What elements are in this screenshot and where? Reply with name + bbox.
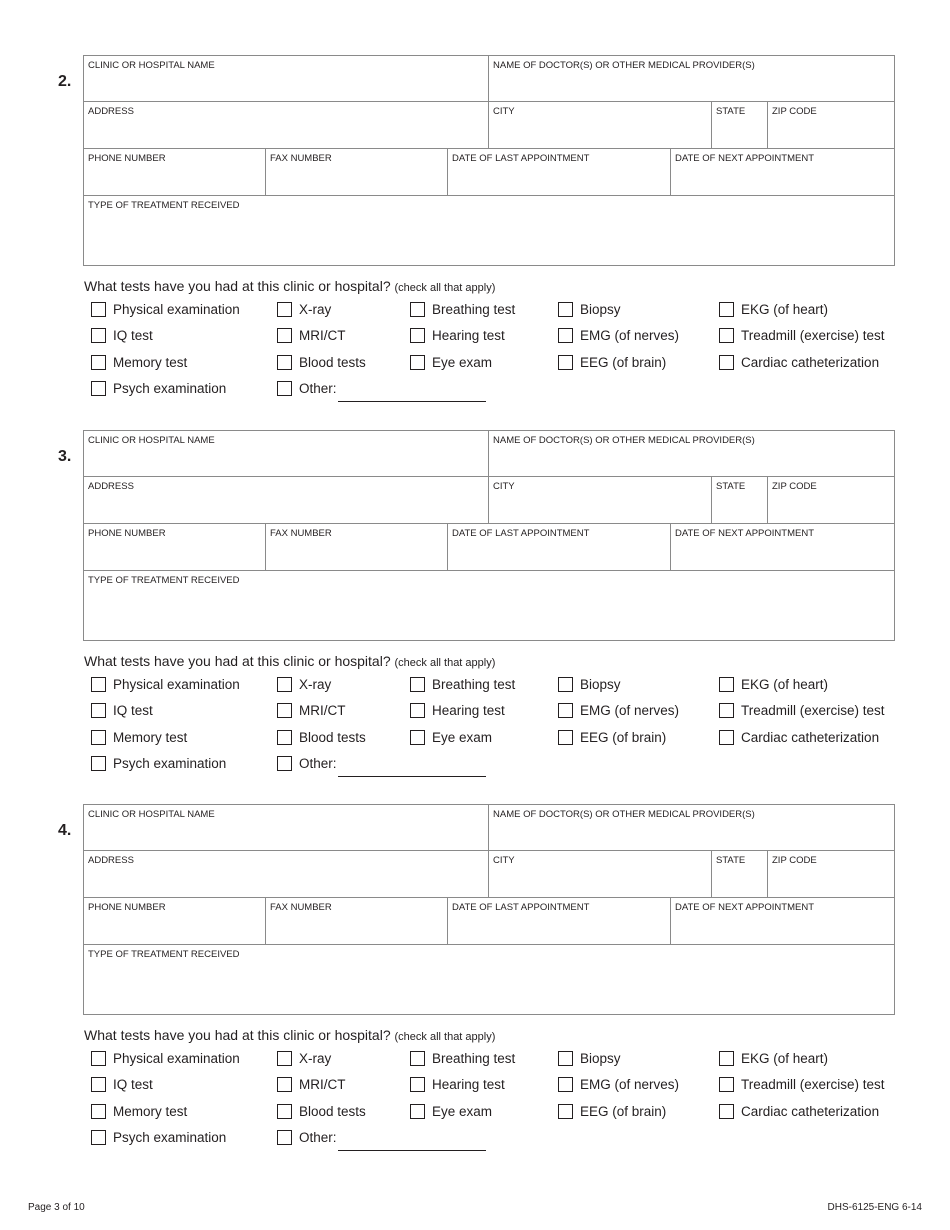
checkbox[interactable] [91, 677, 106, 692]
address-field[interactable] [84, 851, 489, 898]
phone-number-field[interactable] [84, 149, 266, 196]
test-option[interactable] [410, 728, 492, 746]
zip-code-field[interactable] [768, 477, 894, 524]
checkbox[interactable] [91, 381, 106, 396]
test-option[interactable] [558, 300, 621, 318]
question-note: (check all that apply) [394, 1031, 496, 1043]
field-label: ADDRESS [88, 855, 134, 866]
test-label: Treadmill (exercise) test [741, 1076, 885, 1092]
test-option[interactable] [719, 326, 885, 344]
clinic-name-field[interactable] [84, 56, 489, 102]
field-label: FAX NUMBER [270, 902, 332, 913]
test-option[interactable] [91, 1102, 187, 1120]
test-label: Hearing test [432, 702, 505, 718]
state-field[interactable] [712, 477, 768, 524]
test-label: Cardiac catheterization [741, 729, 880, 745]
clinic-name-field[interactable] [84, 805, 489, 851]
field-label: NAME OF DOCTOR(S) OR OTHER MEDICAL PROVIDER(S) [493, 435, 755, 446]
checkbox[interactable] [277, 302, 292, 317]
checkbox[interactable] [410, 730, 425, 745]
checkbox[interactable] [558, 1077, 573, 1092]
test-label: X-ray [299, 1050, 332, 1066]
field-label: PHONE NUMBER [88, 153, 166, 164]
test-label: Breathing test [432, 301, 516, 317]
test-label: Biopsy [580, 676, 621, 692]
test-option[interactable] [91, 1075, 153, 1093]
field-label: DATE OF NEXT APPOINTMENT [675, 153, 814, 164]
test-label: Memory test [113, 354, 188, 370]
test-label: IQ test [113, 1076, 153, 1092]
test-label: EKG (of heart) [741, 1050, 829, 1066]
test-label: Other: [299, 1129, 337, 1145]
checkbox[interactable] [91, 1077, 106, 1092]
zip-code-field[interactable] [768, 102, 894, 149]
test-option[interactable] [719, 1102, 879, 1120]
test-option[interactable] [719, 675, 828, 693]
field-label: TYPE OF TREATMENT RECEIVED [88, 200, 240, 211]
last-appointment-field[interactable] [448, 898, 671, 945]
checkbox[interactable] [558, 1051, 573, 1066]
field-label: DATE OF NEXT APPOINTMENT [675, 902, 814, 913]
checkbox[interactable] [91, 730, 106, 745]
provider-info-grid [83, 804, 895, 1015]
phone-number-field[interactable] [84, 524, 266, 571]
treatment-field[interactable] [84, 945, 894, 1014]
other-input-line[interactable] [338, 401, 486, 402]
test-option[interactable] [277, 675, 331, 693]
checkbox[interactable] [277, 756, 292, 771]
checkbox[interactable] [558, 677, 573, 692]
checkbox[interactable] [410, 677, 425, 692]
field-label: DATE OF NEXT APPOINTMENT [675, 528, 814, 539]
field-label: PHONE NUMBER [88, 528, 166, 539]
doctor-name-field[interactable] [489, 805, 894, 851]
test-label: Cardiac catheterization [741, 1103, 880, 1119]
field-label: TYPE OF TREATMENT RECEIVED [88, 575, 240, 586]
test-label: EEG (of brain) [580, 354, 667, 370]
checkbox[interactable] [719, 703, 734, 718]
test-option[interactable] [91, 353, 187, 371]
checkbox[interactable] [277, 381, 292, 396]
field-label: CLINIC OR HOSPITAL NAME [88, 60, 215, 71]
question-note: (check all that apply) [394, 282, 496, 294]
checkbox[interactable] [410, 703, 425, 718]
checkbox[interactable] [410, 355, 425, 370]
checkbox[interactable] [91, 1051, 106, 1066]
question-text: What tests have you had at this clinic or hospital? [84, 278, 391, 294]
checkbox[interactable] [277, 1077, 292, 1092]
checkbox[interactable] [719, 1051, 734, 1066]
test-option[interactable] [91, 326, 153, 344]
field-label: CLINIC OR HOSPITAL NAME [88, 435, 215, 446]
checkbox[interactable] [558, 730, 573, 745]
test-label: Cardiac catheterization [741, 354, 880, 370]
next-appointment-field[interactable] [671, 898, 894, 945]
test-option[interactable] [277, 1128, 337, 1146]
test-label: IQ test [113, 327, 153, 343]
form-id: DHS-6125-ENG 6-14 [827, 1202, 922, 1213]
test-option[interactable] [558, 326, 679, 344]
checkbox[interactable] [558, 328, 573, 343]
test-option[interactable] [410, 353, 492, 371]
test-label: Memory test [113, 729, 188, 745]
state-field[interactable] [712, 102, 768, 149]
checkbox[interactable] [277, 677, 292, 692]
city-field[interactable] [489, 851, 712, 898]
field-label: DATE OF LAST APPOINTMENT [452, 528, 590, 539]
test-label: Physical examination [113, 676, 240, 692]
test-option[interactable] [558, 353, 666, 371]
provider-info-grid [83, 55, 895, 266]
provider-info-grid [83, 430, 895, 641]
test-option[interactable] [558, 728, 666, 746]
test-label: Blood tests [299, 1103, 366, 1119]
test-label: Other: [299, 755, 337, 771]
test-option[interactable] [410, 701, 505, 719]
test-label: Treadmill (exercise) test [741, 327, 885, 343]
checkbox[interactable] [719, 355, 734, 370]
test-label: Biopsy [580, 1050, 621, 1066]
test-option[interactable] [719, 701, 885, 719]
checkbox[interactable] [91, 328, 106, 343]
checkbox[interactable] [410, 1051, 425, 1066]
checkbox[interactable] [719, 1077, 734, 1092]
last-appointment-field[interactable] [448, 524, 671, 571]
test-label: Eye exam [432, 729, 493, 745]
field-label: NAME OF DOCTOR(S) OR OTHER MEDICAL PROVIDER(S) [493, 809, 755, 820]
test-option[interactable] [277, 326, 346, 344]
test-label: EMG (of nerves) [580, 327, 680, 343]
test-option[interactable] [410, 675, 515, 693]
test-option[interactable] [91, 728, 187, 746]
checkbox[interactable] [277, 1104, 292, 1119]
test-label: Blood tests [299, 354, 366, 370]
checkbox[interactable] [410, 1077, 425, 1092]
fax-number-field[interactable] [266, 149, 448, 196]
test-option[interactable] [719, 1049, 828, 1067]
field-label: STATE [716, 106, 746, 117]
field-label: CLINIC OR HOSPITAL NAME [88, 809, 215, 820]
fax-number-field[interactable] [266, 524, 448, 571]
field-label: NAME OF DOCTOR(S) OR OTHER MEDICAL PROVIDER(S) [493, 60, 755, 71]
zip-code-field[interactable] [768, 851, 894, 898]
checkbox[interactable] [719, 730, 734, 745]
address-field[interactable] [84, 477, 489, 524]
field-label: ZIP CODE [772, 481, 817, 492]
other-input-line[interactable] [338, 1150, 486, 1151]
field-label: ZIP CODE [772, 855, 817, 866]
test-option[interactable] [719, 353, 879, 371]
test-option[interactable] [719, 300, 828, 318]
test-option[interactable] [277, 379, 337, 397]
test-option[interactable] [719, 1075, 885, 1093]
checkbox[interactable] [558, 703, 573, 718]
next-appointment-field[interactable] [671, 524, 894, 571]
test-label: Hearing test [432, 327, 505, 343]
page-number: Page 3 of 10 [28, 1202, 85, 1213]
test-option[interactable] [558, 1075, 679, 1093]
test-option[interactable] [719, 728, 879, 746]
checkbox[interactable] [277, 355, 292, 370]
provider-section [0, 430, 950, 804]
checkbox[interactable] [410, 328, 425, 343]
test-option[interactable] [91, 675, 240, 693]
section-number: 2. [58, 73, 72, 90]
test-label: Biopsy [580, 301, 621, 317]
state-field[interactable] [712, 851, 768, 898]
section-number: 4. [58, 822, 72, 839]
checkbox[interactable] [410, 1104, 425, 1119]
test-option[interactable] [558, 1102, 666, 1120]
test-label: Physical examination [113, 301, 240, 317]
checkbox[interactable] [91, 355, 106, 370]
test-label: Breathing test [432, 1050, 516, 1066]
clinic-name-field[interactable] [84, 431, 489, 477]
test-option[interactable] [277, 728, 366, 746]
test-label: EMG (of nerves) [580, 702, 680, 718]
test-option[interactable] [91, 1049, 240, 1067]
question-text: What tests have you had at this clinic or hospital? [84, 653, 391, 669]
checkbox[interactable] [558, 1104, 573, 1119]
test-option[interactable] [91, 754, 226, 772]
field-label: FAX NUMBER [270, 528, 332, 539]
test-label: MRI/CT [299, 1076, 346, 1092]
field-label: CITY [493, 106, 515, 117]
test-option[interactable] [558, 1049, 621, 1067]
test-label: MRI/CT [299, 327, 346, 343]
test-label: Blood tests [299, 729, 366, 745]
provider-section [0, 55, 950, 429]
test-label: Psych examination [113, 755, 227, 771]
test-option[interactable] [277, 300, 331, 318]
checkbox[interactable] [558, 302, 573, 317]
test-label: EEG (of brain) [580, 1103, 667, 1119]
test-option[interactable] [410, 1102, 492, 1120]
tests-question [84, 653, 495, 669]
test-option[interactable] [277, 754, 337, 772]
test-label: Psych examination [113, 380, 227, 396]
question-text: What tests have you had at this clinic or hospital? [84, 1027, 391, 1043]
test-label: X-ray [299, 676, 332, 692]
test-label: IQ test [113, 702, 153, 718]
checkbox[interactable] [719, 1104, 734, 1119]
test-option[interactable] [277, 353, 366, 371]
field-label: STATE [716, 855, 746, 866]
provider-section [0, 804, 950, 1178]
test-label: Eye exam [432, 1103, 493, 1119]
test-option[interactable] [277, 1049, 331, 1067]
test-option[interactable] [91, 701, 153, 719]
address-field[interactable] [84, 102, 489, 149]
test-label: EKG (of heart) [741, 676, 829, 692]
phone-number-field[interactable] [84, 898, 266, 945]
field-label: FAX NUMBER [270, 153, 332, 164]
checkbox[interactable] [277, 730, 292, 745]
test-option[interactable] [558, 675, 621, 693]
test-label: X-ray [299, 301, 332, 317]
test-label: Hearing test [432, 1076, 505, 1092]
test-label: Physical examination [113, 1050, 240, 1066]
next-appointment-field[interactable] [671, 149, 894, 196]
treatment-field[interactable] [84, 196, 894, 265]
test-option[interactable] [410, 300, 515, 318]
other-input-line[interactable] [338, 776, 486, 777]
section-number: 3. [58, 448, 72, 465]
tests-question [84, 1027, 495, 1043]
test-label: Other: [299, 380, 337, 396]
field-label: CITY [493, 855, 515, 866]
test-option[interactable] [277, 701, 346, 719]
checkbox[interactable] [719, 677, 734, 692]
checkbox[interactable] [91, 302, 106, 317]
checkbox[interactable] [91, 1130, 106, 1145]
checkbox[interactable] [719, 328, 734, 343]
test-option[interactable] [410, 1075, 505, 1093]
field-label: DATE OF LAST APPOINTMENT [452, 153, 590, 164]
field-label: PHONE NUMBER [88, 902, 166, 913]
checkbox[interactable] [277, 1130, 292, 1145]
test-label: Treadmill (exercise) test [741, 702, 885, 718]
city-field[interactable] [489, 477, 712, 524]
checkbox[interactable] [277, 1051, 292, 1066]
test-option[interactable] [91, 1128, 226, 1146]
checkbox[interactable] [719, 302, 734, 317]
checkbox[interactable] [91, 703, 106, 718]
test-option[interactable] [91, 300, 240, 318]
field-label: CITY [493, 481, 515, 492]
test-label: Psych examination [113, 1129, 227, 1145]
tests-question [84, 278, 495, 294]
city-field[interactable] [489, 102, 712, 149]
fax-number-field[interactable] [266, 898, 448, 945]
field-label: ZIP CODE [772, 106, 817, 117]
test-label: Breathing test [432, 676, 516, 692]
checkbox[interactable] [91, 756, 106, 771]
test-option[interactable] [558, 701, 679, 719]
test-label: MRI/CT [299, 702, 346, 718]
field-label: ADDRESS [88, 106, 134, 117]
test-option[interactable] [410, 1049, 515, 1067]
checkbox[interactable] [558, 355, 573, 370]
field-label: ADDRESS [88, 481, 134, 492]
test-option[interactable] [277, 1075, 346, 1093]
field-label: DATE OF LAST APPOINTMENT [452, 902, 590, 913]
last-appointment-field[interactable] [448, 149, 671, 196]
test-option[interactable] [91, 379, 226, 397]
test-label: EEG (of brain) [580, 729, 667, 745]
test-label: EKG (of heart) [741, 301, 829, 317]
test-option[interactable] [410, 326, 505, 344]
test-option[interactable] [277, 1102, 366, 1120]
test-label: Eye exam [432, 354, 493, 370]
question-note: (check all that apply) [394, 657, 496, 669]
doctor-name-field[interactable] [489, 431, 894, 477]
checkbox[interactable] [410, 302, 425, 317]
checkbox[interactable] [91, 1104, 106, 1119]
field-label: STATE [716, 481, 746, 492]
test-label: Memory test [113, 1103, 188, 1119]
test-label: EMG (of nerves) [580, 1076, 680, 1092]
field-label: TYPE OF TREATMENT RECEIVED [88, 949, 240, 960]
treatment-field[interactable] [84, 571, 894, 640]
doctor-name-field[interactable] [489, 56, 894, 102]
checkbox[interactable] [277, 328, 292, 343]
checkbox[interactable] [277, 703, 292, 718]
